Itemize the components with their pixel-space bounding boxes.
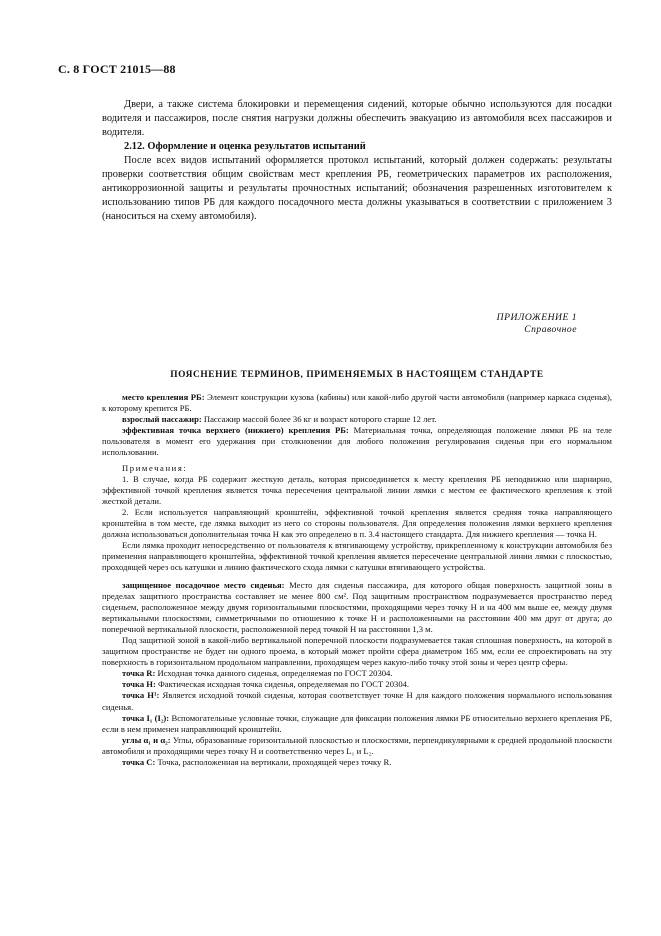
term-definition: Углы, образованные горизонтальной плоскостью и плоскостями, перпендикулярными к средней продольной плоскости автомобиля и проходящими через точку Н и соответственно через L₁ и L₂. (102, 734, 612, 756)
term-definition: Место для сиденья пассажира, для которого общая поверхность защитной зоны в пределах защитного пространства составляет не менее 800 см². Под защитным пространством подразумевается пространство перед сиденьем, расположенное между двумя горизонтальными плоскостями, проходящими через точку Н и на 400 мм выше ее, между двумя вертикальными плоскостями, симметричными по отношению к точке Н и расположенными на расстоянии 400 мм друг от друга; до поперечной вертикальной плоскости, расположенной перед точкой Н на расстоянии 1,3 м. (102, 579, 612, 634)
term-definition: Материальная точка, определяющая положение лямки РБ на теле пользователя в момент его удержания при столкновении для любого положения регулирования сиденья при его нормальном использовании. (102, 425, 612, 458)
note-1: 1. В случае, когда РБ содержит жесткую деталь, которая присоединяется к месту крепления РБ неподвижно или шарнирно, эффективной точкой крепления является точка пересечения центральной линии лямки с местом ее фактического крепления к этой жесткой детали. (102, 473, 612, 506)
appendix-label-block (497, 312, 577, 336)
term-definition: Вспомогательные условные точки, служащие для фиксации положения лямки РБ относительно верхнего крепления РБ, если в нем применен направляющий кронштейн. (102, 712, 613, 734)
term-definition: Элемент конструкции кузова (кабины) или какой-либо другой части автомобиля (например каркаса сиденья), к которому крепится РБ. (102, 392, 612, 414)
term-paragraph (102, 414, 612, 425)
term-paragraph (102, 713, 612, 735)
upper-text-block (102, 98, 612, 224)
note-3: Если лямка проходит непосредственно от пользователя к втягивающему устройству, прикрепленному к конструкции автомобиля без применения направляющего кронштейна, эффективной точкой крепления является пересечение центральной линии лямки с плоскостью, проходящей через ось катушки и линию фактического схода лямки с катушки втягивающего устройства. (102, 540, 612, 573)
term-paragraph (102, 690, 612, 712)
intro-paragraph: Двери, а также система блокировки и перемещения сидений, которые обычно используются для посадки водителя и пассажиров, после снятия нагрузки должны обеспечить эвакуацию из автомобиля всех пассажиров и водителя. (102, 99, 612, 138)
term-definition: Пассажир массой более 36 кг и возраст которого старше 12 лет. (201, 414, 437, 425)
term-name: точка Н¹: (122, 690, 160, 701)
term-name: точка С: (122, 757, 156, 767)
appendix-label: ПРИЛОЖЕНИЕ 1 (496, 312, 577, 323)
term-continuation: Под защитной зоной в какой-либо вертикальной поперечной плоскости подразумевается такая сплошная поверхность, на которой в защитном пространстве не будет ни одного проема, в который может пройти сфера диаметром 165 мм, если ее спроектировать на эту поверхность в горизонтальном продольном направлении, проходящем через какую-либо точку этой зоны и через центр сферы. (102, 634, 612, 668)
term-paragraph (102, 425, 612, 458)
terms-block (102, 392, 612, 768)
term-definition: Исходная точка данного сиденья, определяемая по ГОСТ 20304. (155, 668, 393, 679)
note-2: 2. Если используется направляющий кронштейн, эффективной точкой крепления является средняя точка направляющего кронштейна в том месте, где лямка выходит из него со стороны пользователя. Для определения положения лямки верхнего крепления должна использоваться дополнительная точка Н как это определено в п. 3.4 настоящего стандарта. Для нижнего крепления — точка Н. (102, 506, 612, 540)
notes-heading: Примечания: (122, 462, 188, 473)
section-212-heading: 2.12. Оформление и оценка результатов испытаний (124, 141, 366, 152)
term-definition: Является исходной точкой сиденья, которая соответствует точке Н для каждого положения нормального использования сиденья. (102, 690, 612, 712)
term-name: точка Н: (122, 679, 156, 690)
page-header: С. 8 ГОСТ 21015—88 (58, 62, 176, 76)
appendix-title: ПОЯСНЕНИЕ ТЕРМИНОВ, ПРИМЕНЯЕМЫХ В НАСТОЯЩЕМ СТАНДАРТЕ (170, 370, 544, 380)
term-paragraph (102, 757, 612, 768)
term-name: место крепления РБ: (122, 392, 205, 402)
term-paragraph (102, 392, 612, 414)
term-name: точка R: (122, 668, 156, 679)
term-paragraph (102, 679, 612, 690)
term-definition: Фактическая исходная точка сиденья, определяемая по ГОСТ 20304. (155, 679, 410, 690)
term-name: взрослый пассажир: (122, 414, 202, 425)
term-name: эффективная точка верхнего (нижнего) крепления РБ: (122, 425, 349, 436)
term-paragraph (102, 668, 612, 679)
term-paragraph (102, 580, 612, 635)
term-paragraph (102, 735, 612, 757)
appendix-sublabel: Справочное (524, 324, 577, 335)
term-name: углы α₁ и α₂: (122, 734, 171, 745)
section-212-text: После всех видов испытаний оформляется протокол испытаний, который должен содержать: результаты проверки соответствия общим свойствам мест крепления РБ, геометрических параметров их расположения, антикоррозионной защиты и результаты прочностных испытаний; обозначения разрешенных изготовителем к использованию типов РБ для каждого посадочного места должны указываться в соответствии с приложением 3 (наноситься на схему автомобиля). (102, 155, 612, 222)
term-name: защищенное посадочное место сиденья: (122, 579, 285, 590)
term-name: точка I₁ (I₂): (122, 712, 170, 723)
term-definition: Точка, расположенная на вертикали, проходящей через точку R. (155, 757, 392, 767)
